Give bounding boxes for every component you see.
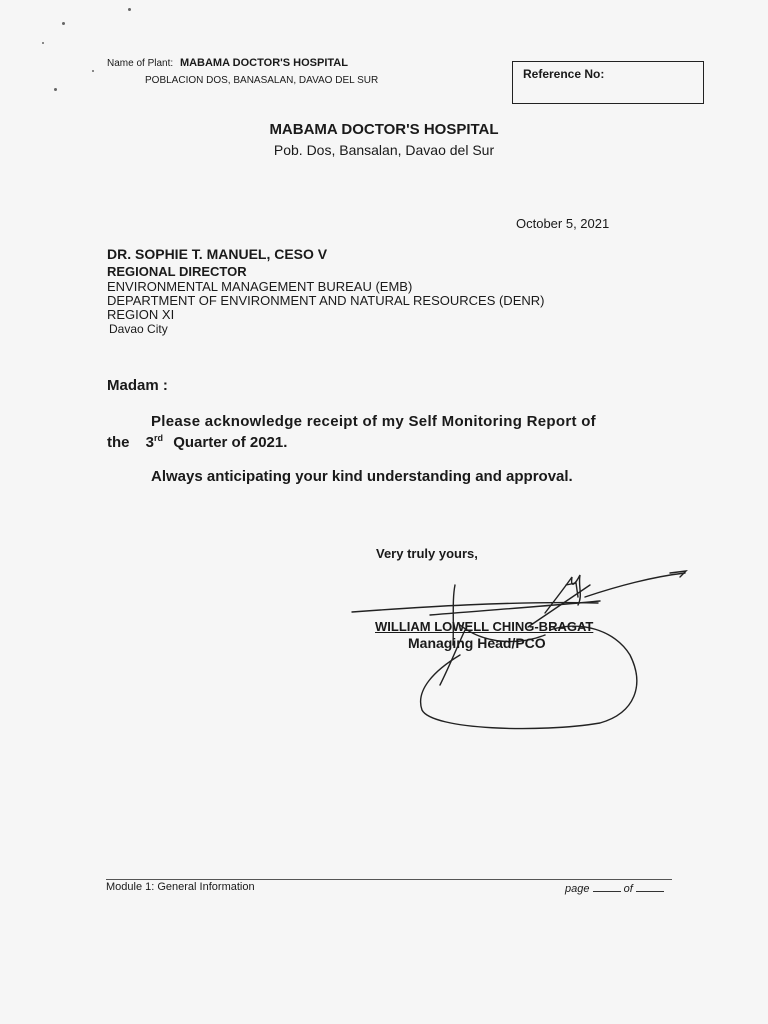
footer-divider	[106, 879, 672, 880]
signer-title: Managing Head/PCO	[408, 635, 546, 651]
signer-name: WILLIAM LOWELL CHING-BRAGAT	[375, 619, 594, 634]
reference-box	[512, 61, 704, 104]
scan-speck	[62, 22, 65, 25]
recipient-name: DR. SOPHIE T. MANUEL, CESO V	[107, 246, 328, 262]
paragraph-2: Always anticipating your kind understanding and approval.	[151, 468, 573, 485]
page-total-blank	[636, 881, 664, 892]
letter-date: October 5, 2021	[516, 216, 610, 231]
recipient-city: Davao City	[109, 322, 168, 336]
recipient-title: REGIONAL DIRECTOR	[107, 264, 247, 279]
scan-speck	[128, 8, 131, 11]
valediction: Very truly yours,	[376, 546, 478, 561]
scan-speck	[92, 70, 94, 72]
scan-speck	[42, 42, 44, 44]
footer-page-counter	[565, 881, 664, 895]
handwritten-signature	[340, 565, 700, 745]
plant-address: POBLACION DOS, BANASALAN, DAVAO DEL SUR	[145, 75, 379, 86]
name-of-plant-label: Name of Plant:	[107, 58, 174, 69]
plant-name-line	[107, 57, 348, 69]
recipient-bureau: ENVIRONMENTAL MANAGEMENT BUREAU (EMB)	[107, 279, 413, 294]
quarter-number: 3	[145, 434, 155, 451]
page-number-blank	[593, 881, 621, 892]
paragraph-1-rest: Quarter of 2021.	[173, 434, 288, 451]
salutation: Madam :	[107, 377, 168, 394]
recipient-region: REGION XI	[107, 307, 175, 322]
paragraph-1-line-2	[107, 433, 287, 451]
reference-label: Reference No:	[523, 67, 605, 81]
recipient-department: DEPARTMENT OF ENVIRONMENT AND NATURAL RESOURCES (DENR)	[107, 293, 545, 308]
plant-name: MABAMA DOCTOR'S HOSPITAL	[179, 57, 348, 69]
paragraph-1-line-1: Please acknowledge receipt of my Self Monitoring Report of	[151, 413, 596, 430]
footer-module: Module 1: General Information	[106, 881, 255, 893]
of-label: of	[623, 883, 633, 895]
paragraph-1-the: the	[107, 434, 130, 451]
letterhead-address: Pob. Dos, Bansalan, Davao del Sur	[273, 142, 495, 158]
quarter-ordinal: rd	[154, 433, 164, 443]
scan-speck	[54, 88, 57, 91]
page-label: page	[565, 883, 590, 895]
letterhead-hospital: MABAMA DOCTOR'S HOSPITAL	[269, 121, 499, 138]
